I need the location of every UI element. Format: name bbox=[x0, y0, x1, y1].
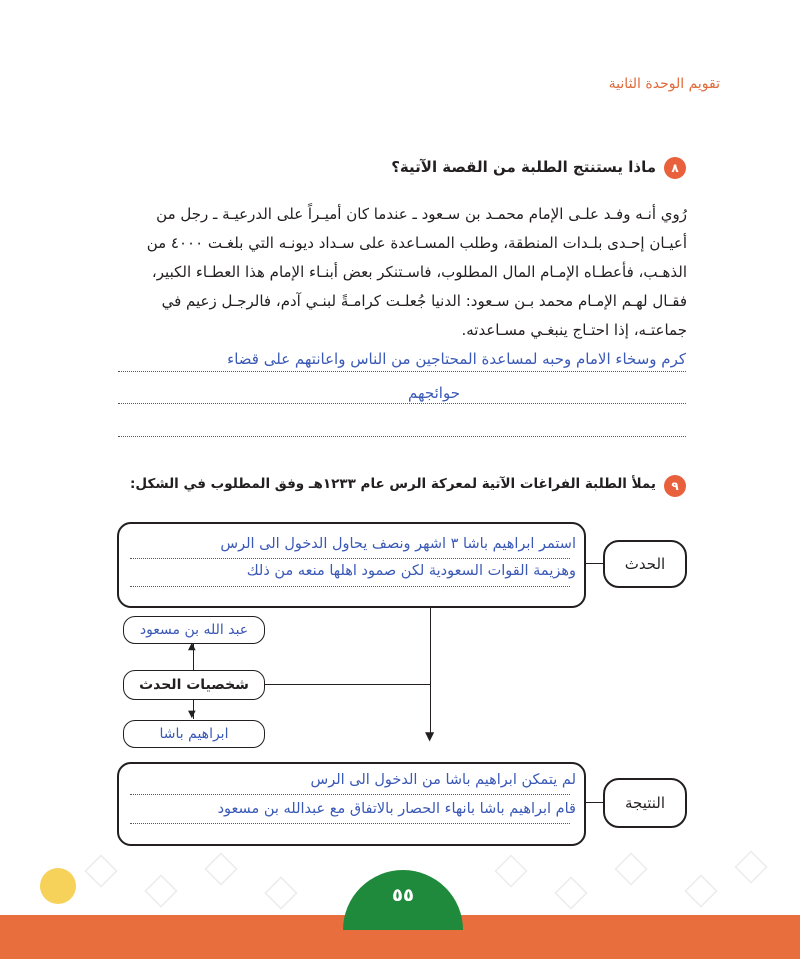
character-2-pill bbox=[123, 720, 265, 748]
result-text-2: قام ابراهيم باشا بانهاء الحصار بالاتفاق مع عبدالله بن مسعود bbox=[217, 801, 576, 817]
result-connector bbox=[584, 802, 604, 803]
story-line: أعيـان إحـدى بلـدات المنطقة، وطلب المسـاعدة على سـداد ديونـه التي بلغـت ٤٠٠٠ من bbox=[146, 234, 687, 252]
character-1-text: عبد الله بن مسعود bbox=[139, 622, 249, 638]
result-label-box: النتيجة bbox=[603, 778, 687, 828]
answer-text-2: حوائجهم bbox=[408, 384, 460, 402]
answer-text-1: كرم وسخاء الامام وحبه لمساعدة المحتاجين من الناس واعانتهم على قضاء bbox=[227, 350, 686, 368]
story-line: الذهـب، فأعطـاه الإمـام المال المطلوب، فاسـتنكر بعض أبنـاء الإمام هذا العطـاء الكبير، bbox=[151, 263, 687, 281]
question-9-badge: ٩ bbox=[664, 475, 686, 497]
character-1-pill bbox=[123, 616, 265, 644]
logo-icon bbox=[40, 868, 76, 904]
question-9-title: يملأ الطلبة الفراغات الآتية لمعركة الرس عام ١٢٣٣هـ وفق المطلوب في الشكل: bbox=[130, 476, 656, 492]
answer-line-1[interactable] bbox=[118, 371, 686, 372]
down-arrow-small-icon: ▼ bbox=[188, 709, 196, 720]
event-text-1: استمر ابراهيم باشا ٣ اشهر ونصف يحاول الدخول الى الرس bbox=[220, 536, 576, 552]
event-result-line bbox=[430, 606, 431, 736]
story-text bbox=[115, 200, 687, 345]
question-8-title: ماذا يستنتج الطلبة من القصة الآتية؟ bbox=[391, 158, 656, 176]
story-line: رُوي أنـه وفـد علـى الإمام محمـد بن سـعود ـ عندما كان أميـراً على الدرعيـة ـ رجل من bbox=[156, 205, 687, 223]
page-number: ٥٥ bbox=[392, 885, 414, 906]
down-arrow-icon: ▼ bbox=[425, 729, 435, 743]
result-dots-1[interactable] bbox=[130, 794, 570, 795]
event-dots-2[interactable] bbox=[130, 586, 570, 587]
unit-review-title: تقويم الوحدة الثانية bbox=[608, 76, 720, 92]
story-line: جماعتـه، إذا احتـاج ينبغـي مسـاعدته. bbox=[461, 321, 687, 339]
result-text-1: لم يتمكن ابراهيم باشا من الدخول الى الرس bbox=[310, 772, 576, 788]
characters-connector bbox=[265, 684, 430, 685]
character-2-text: ابراهيم باشا bbox=[159, 726, 229, 742]
up-arrow-icon: ▲ bbox=[188, 641, 196, 652]
characters-label: شخصيات الحدث bbox=[123, 670, 265, 700]
event-text-2: وهزيمة القوات السعودية لكن صمود اهلها منعه من ذلك bbox=[246, 563, 576, 579]
answer-line-3[interactable] bbox=[118, 436, 686, 437]
result-dots-2[interactable] bbox=[130, 823, 570, 824]
question-8-badge: ٨ bbox=[664, 157, 686, 179]
event-dots-1[interactable] bbox=[130, 558, 570, 559]
event-label-box: الحدث bbox=[603, 540, 687, 588]
answer-line-2[interactable] bbox=[118, 403, 686, 404]
event-connector bbox=[584, 563, 604, 564]
story-line: فقـال لهـم الإمـام محمد بـن سـعود: الدنيا جُعلـت كرامـةً لبنـي آدم، فالرجـل زعيم في bbox=[161, 292, 687, 310]
